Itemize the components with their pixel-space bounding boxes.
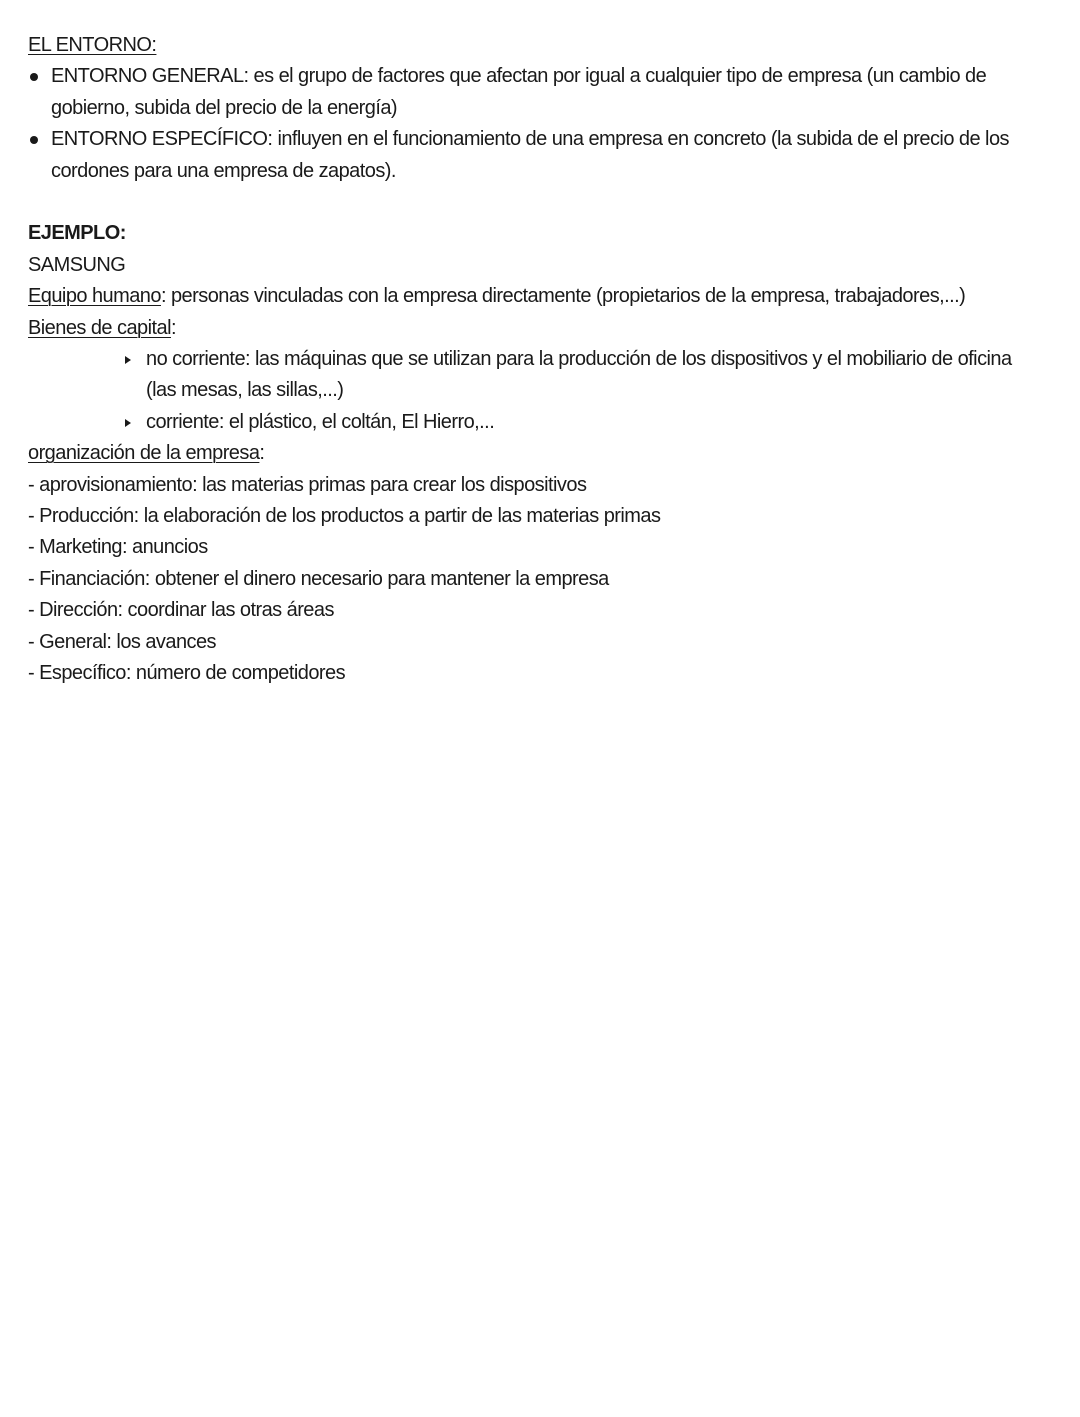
company-name: SAMSUNG: [28, 253, 126, 276]
entorno-especifico-text: ENTORNO ESPECÍFICO: influyen en el funcionamiento de una empresa en concreto (la subida de el precio de los cordones para una empresa de zapatos).: [51, 128, 1009, 182]
ejemplo-heading: EJEMPLO:: [28, 222, 126, 245]
bienes-capital-colon: :: [170, 316, 176, 339]
spacer: [28, 187, 1038, 218]
bienes-capital-line: [28, 313, 1038, 344]
organizacion-label: organización de la empresa: [28, 442, 260, 465]
document-page: [28, 30, 1038, 690]
bullet-item: [28, 124, 1038, 187]
organizacion-line: [28, 438, 1038, 469]
bullet-dot-icon: [30, 73, 38, 81]
bullet-item: [28, 61, 1038, 124]
organizacion-colon: :: [259, 442, 265, 465]
list-item-financiacion: - Financiación: obtener el dinero necesario para mantener la empresa: [28, 567, 609, 590]
triangle-bullet-icon: [125, 419, 131, 427]
sub-list-item: [28, 407, 1038, 438]
triangle-bullet-icon: [125, 356, 131, 364]
entorno-general-text: ENTORNO GENERAL: es el grupo de factores que afectan por igual a cualquier tipo de empresa (un cambio de gobierno, subida del precio de la energía): [51, 65, 987, 119]
list-item-marketing: - Marketing: anuncios: [28, 536, 208, 559]
corriente-text: corriente: el plástico, el coltán, El Hierro,...: [146, 410, 495, 433]
equipo-humano-line: [28, 281, 1038, 312]
list-item-especifico: - Específico: número de competidores: [28, 662, 346, 685]
list-item-general: - General: los avances: [28, 630, 216, 653]
equipo-humano-text: : personas vinculadas con la empresa directamente (propietarios de la empresa, trabajadores,...): [160, 285, 966, 308]
list-item-aprovisionamiento: - aprovisionamiento: las materias primas para crear los dispositivos: [28, 473, 587, 496]
entorno-heading: [28, 30, 1038, 61]
bienes-capital-label: Bienes de capital: [28, 316, 171, 339]
list-item-direccion: - Dirección: coordinar las otras áreas: [28, 599, 334, 622]
no-corriente-text: no corriente: las máquinas que se utilizan para la producción de los dispositivos y el mobiliario de oficina (las mesas, las sillas,...): [146, 348, 1012, 402]
entorno-heading-text: EL ENTORNO:: [28, 34, 157, 56]
list-item-produccion: - Producción: la elaboración de los productos a partir de las materias primas: [28, 505, 661, 528]
equipo-humano-label: Equipo humano: [28, 285, 161, 308]
bullet-dot-icon: [30, 136, 38, 144]
sub-list-item: [28, 344, 1038, 407]
